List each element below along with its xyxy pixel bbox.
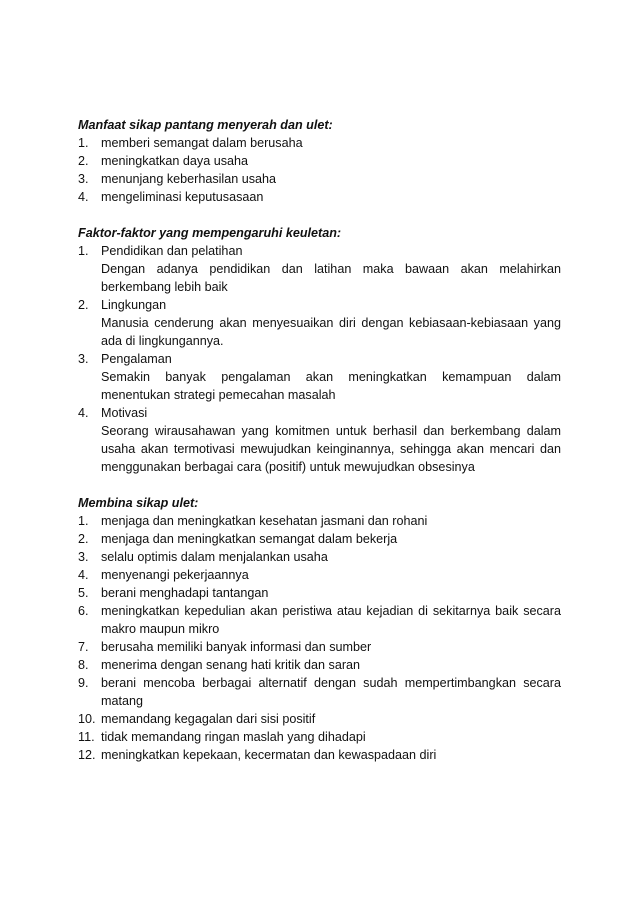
list-item (78, 674, 561, 710)
item-number: 3. (78, 352, 89, 366)
item-text: berani mencoba berbagai alternatif dengan sudah mempertimbangkan secara matang (101, 676, 561, 708)
item-description: Manusia cenderung akan menyesuaikan diri dengan kebiasaan-kebiasaan yang ada di lingkungannya. (101, 316, 561, 348)
item-number: 5. (78, 586, 89, 600)
list-item (78, 566, 561, 584)
section-membina (78, 494, 561, 764)
item-text: meningkatkan kepedulian akan peristiwa atau kejadian di sekitarnya baik secara makro maupun mikro (101, 604, 561, 636)
list-item (78, 350, 561, 404)
item-number: 9. (78, 676, 89, 690)
item-text: Motivasi (101, 406, 148, 420)
item-text: memberi semangat dalam berusaha (101, 136, 303, 150)
section-title: Manfaat sikap pantang menyerah dan ulet: (78, 118, 333, 132)
item-number: 3. (78, 172, 89, 186)
item-text: Lingkungan (101, 298, 167, 312)
list-item (78, 530, 561, 548)
list-item (78, 296, 561, 350)
item-text: berusaha memiliki banyak informasi dan sumber (101, 640, 372, 654)
item-number: 11. (78, 730, 95, 744)
list-item (78, 584, 561, 602)
list-item (78, 242, 561, 296)
item-number: 2. (78, 154, 89, 168)
item-number: 1. (78, 244, 89, 258)
item-description: Dengan adanya pendidikan dan latihan maka bawaan akan melahirkan berkembang lebih baik (101, 262, 561, 294)
item-number: 1. (78, 136, 89, 150)
item-number: 7. (78, 640, 89, 654)
item-number: 4. (78, 406, 89, 420)
list-item (78, 746, 561, 764)
item-text: Pendidikan dan pelatihan (101, 244, 243, 258)
item-text: menyenangi pekerjaannya (101, 568, 249, 582)
list-item (78, 404, 561, 476)
section-faktor (78, 224, 561, 476)
item-text: meningkatkan daya usaha (101, 154, 249, 168)
list-item (78, 602, 561, 638)
item-text: menunjang keberhasilan usaha (101, 172, 277, 186)
list-item (78, 512, 561, 530)
section-title: Faktor-faktor yang mempengaruhi keuletan: (78, 226, 342, 240)
section-title: Membina sikap ulet: (78, 496, 199, 510)
item-text: menjaga dan meningkatkan kesehatan jasmani dan rohani (101, 514, 428, 528)
item-number: 4. (78, 190, 89, 204)
item-number: 12. (78, 748, 96, 762)
item-text: meningkatkan kepekaan, kecermatan dan kewaspadaan diri (101, 748, 437, 762)
list-item (78, 170, 561, 188)
item-number: 1. (78, 514, 89, 528)
item-text: menerima dengan senang hati kritik dan saran (101, 658, 361, 672)
list-item (78, 728, 561, 746)
item-description: Seorang wirausahawan yang komitmen untuk berhasil dan berkembang dalam usaha akan termotivasi mewujudkan keinginannya, sehingga akan mencari dan menggunakan berbagai cara (positif) untuk mewujudkan obsesinya (101, 424, 561, 474)
item-number: 10. (78, 712, 96, 726)
manfaat-list (78, 134, 561, 206)
document-page (78, 116, 561, 782)
item-text: berani menghadapi tantangan (101, 586, 269, 600)
list-item (78, 134, 561, 152)
item-number: 2. (78, 532, 89, 546)
item-text: tidak memandang ringan maslah yang dihadapi (101, 730, 366, 744)
item-text: mengeliminasi keputusasaan (101, 190, 264, 204)
item-number: 3. (78, 550, 89, 564)
item-number: 2. (78, 298, 89, 312)
item-number: 8. (78, 658, 89, 672)
list-item (78, 638, 561, 656)
item-description: Semakin banyak pengalaman akan meningkatkan kemampuan dalam menentukan strategi pemecahan masalah (101, 370, 561, 402)
membina-list (78, 512, 561, 764)
list-item (78, 710, 561, 728)
faktor-list (78, 242, 561, 476)
item-text: selalu optimis dalam menjalankan usaha (101, 550, 328, 564)
item-text: Pengalaman (101, 352, 172, 366)
list-item (78, 188, 561, 206)
item-text: menjaga dan meningkatkan semangat dalam bekerja (101, 532, 398, 546)
list-item (78, 152, 561, 170)
list-item (78, 548, 561, 566)
item-text: memandang kegagalan dari sisi positif (101, 712, 316, 726)
item-number: 4. (78, 568, 89, 582)
section-manfaat (78, 116, 561, 206)
list-item (78, 656, 561, 674)
item-number: 6. (78, 604, 89, 618)
